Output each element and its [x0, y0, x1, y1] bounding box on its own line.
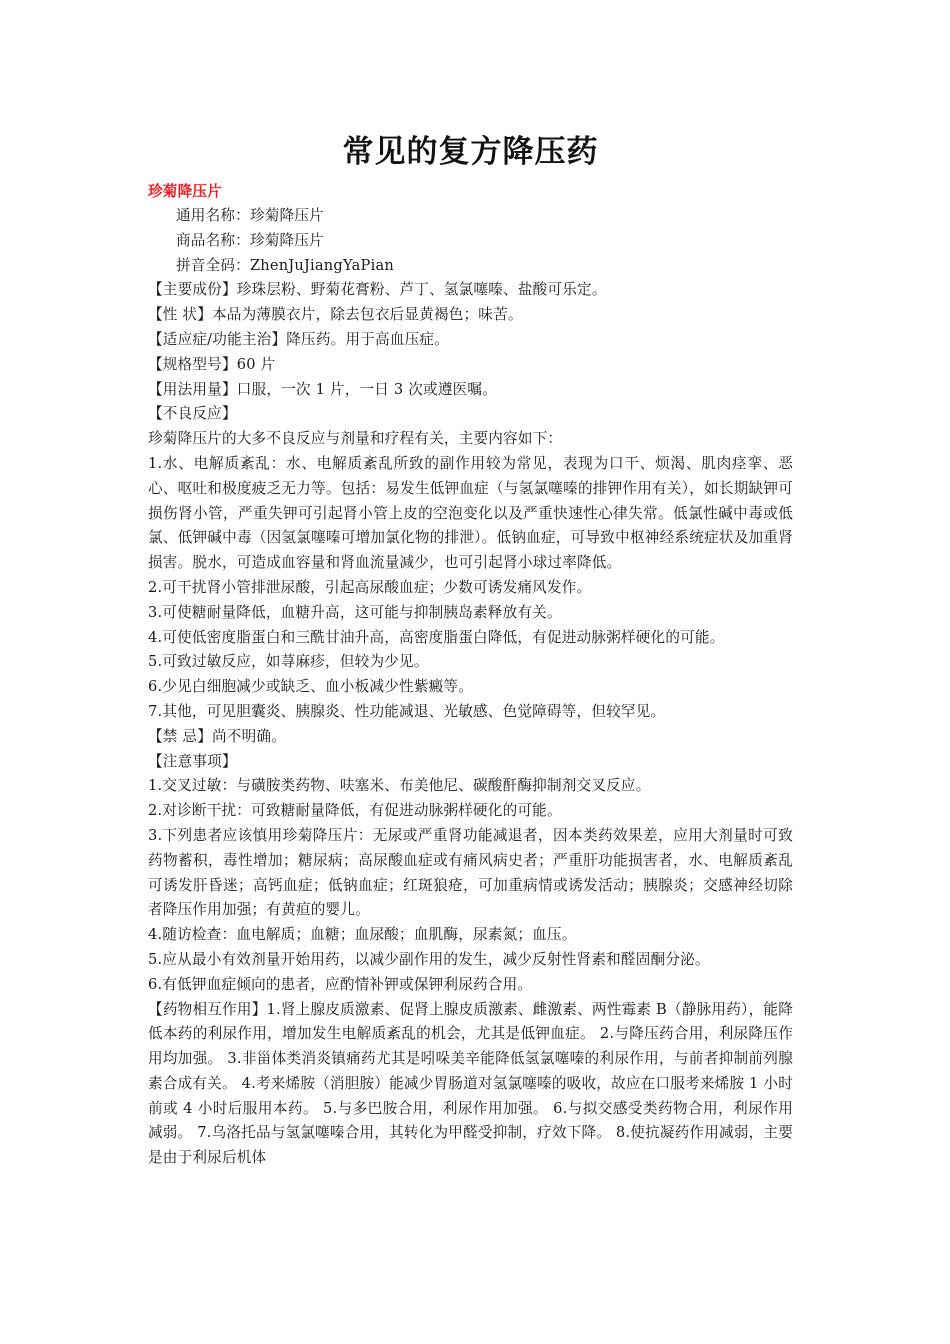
drug-interactions-paragraph: 【药物相互作用】1.肾上腺皮质激素、促肾上腺皮质激素、雌激素、两性霉素 B（静脉用药），能降低本药的利尿作用，增加发生电解质紊乱的机会，尤其是低钾血症。 2.与降压药合用，利尿降压作用均加强。 3.非甾体类消炎镇痛药尤其是吲哚美辛能降低氢氯噻嗪的利尿作用，与前者抑制前列腺素合成有关。 4.考来烯胺（消胆胺）能减少胃肠道对氢氯噻嗪的吸收，故应在口服考来烯胺 1 小时前或 4 小时后服用本药。 5.与多巴胺合用，利尿作用加强。 6.与拟交感受类药物合用，利尿作用减弱。 7.乌洛托品与氢氯噻嗪合用，其转化为甲醛受抑制，疗效下降。 8.使抗凝药作用减弱，主要是由于利尿后机体 — [148, 1000, 793, 1167]
properties-line: 【性 状】本品为薄膜衣片，除去包衣后显黄褐色；味苦。 — [148, 306, 523, 324]
adverse-reactions-heading: 【不良反应】 — [148, 405, 237, 423]
adverse-item: 3.可使糖耐量降低，血糖升高，这可能与抑制胰岛素释放有关。 — [148, 603, 562, 621]
specification-line: 【规格型号】60 片 — [148, 355, 276, 373]
document-title: 常见的复方降压药 — [342, 134, 599, 170]
precaution-item: 1.交叉过敏：与磺胺类药物、呋塞米、布美他尼、碳酸酐酶抑制剂交叉反应。 — [148, 777, 651, 795]
adverse-item: 6.少见白细胞减少或缺乏、血小板减少性紫癜等。 — [148, 678, 473, 696]
adverse-item: 4.可使低密度脂蛋白和三酰甘油升高，高密度脂蛋白降低，有促进动脉粥样硬化的可能。 — [148, 628, 725, 646]
document-content — [148, 128, 793, 1171]
ingredients-line: 【主要成份】珍珠层粉、野菊花膏粉、芦丁、氢氯噻嗪、盐酸可乐定。 — [148, 281, 607, 299]
precautions-heading: 【注意事项】 — [148, 752, 237, 770]
adverse-item: 7.其他，可见胆囊炎、胰腺炎、性功能减退、光敏感、色觉障碍等，但较罕见。 — [148, 702, 666, 720]
drug-name-heading: 珍菊降压片 — [148, 183, 222, 200]
indications-line: 【适应症/功能主治】降压药。用于高血压症。 — [148, 330, 449, 348]
precaution-item: 4.随访检查：血电解质；血糖；血尿酸；血肌酶，尿素氮；血压。 — [148, 926, 577, 944]
adverse-item: 1.水、电解质紊乱：水、电解质紊乱所致的副作用较为常见，表现为口干、烦渴、肌肉痉挛、恶心、呕吐和极度疲乏无力等。包括：易发生低钾血症（与氢氯噻嗪的排钾作用有关），如长期缺钾可损伤肾小管，严重失钾可引起肾小管上皮的空泡变化以及严重快速性心律失常。低氯性碱中毒或低氯、低钾碱中毒（因氢氯噻嗪可增加氯化物的排泄）。低钠血症，可导致中枢神经系统症状及加重肾损害。脱水，可造成血容量和肾血流量减少，也可引起肾小球过率降低。 — [148, 454, 793, 572]
adverse-item: 2.可干扰肾小管排泄尿酸，引起高尿酸血症；少数可诱发痛风发作。 — [148, 578, 592, 596]
precaution-item: 3.下列患者应该慎用珍菊降压片：无尿或严重肾功能减退者，因本类药效果差，应用大剂量时可致药物蓄积，毒性增加；糖尿病；高尿酸血症或有痛风病史者；严重肝功能损害者，水、电解质紊乱可诱发肝昏迷；高钙血症；低钠血症；红斑狼疮，可加重病情或诱发活动；胰腺炎；交感神经切除者降压作用加强；有黄疸的婴儿。 — [148, 826, 793, 919]
precaution-item: 5.应从最小有效剂量开始用药，以减少副作用的发生，减少反射性肾素和醛固酮分泌。 — [148, 950, 710, 968]
generic-name-line: 通用名称：珍菊降压片 — [176, 207, 324, 224]
adverse-item: 5.可致过敏反应，如荨麻疹，但较为少见。 — [148, 653, 429, 671]
pinyin-line: 拼音全码：ZhenJuJiangYaPian — [176, 256, 394, 274]
contraindications-line: 【禁 忌】尚不明确。 — [148, 727, 286, 745]
precaution-item: 6.有低钾血症倾向的患者，应酌情补钾或保钾利尿药合用。 — [148, 975, 533, 993]
trade-name-line: 商品名称：珍菊降压片 — [176, 231, 324, 249]
adverse-reactions-intro: 珍菊降压片的大多不良反应与剂量和疗程有关，主要内容如下： — [148, 430, 563, 448]
dosage-line: 【用法用量】口服，一次 1 片，一日 3 次或遵医嘱。 — [148, 380, 497, 398]
precaution-item: 2.对诊断干扰：可致糖耐量降低，有促进动脉粥样硬化的可能。 — [148, 802, 562, 820]
